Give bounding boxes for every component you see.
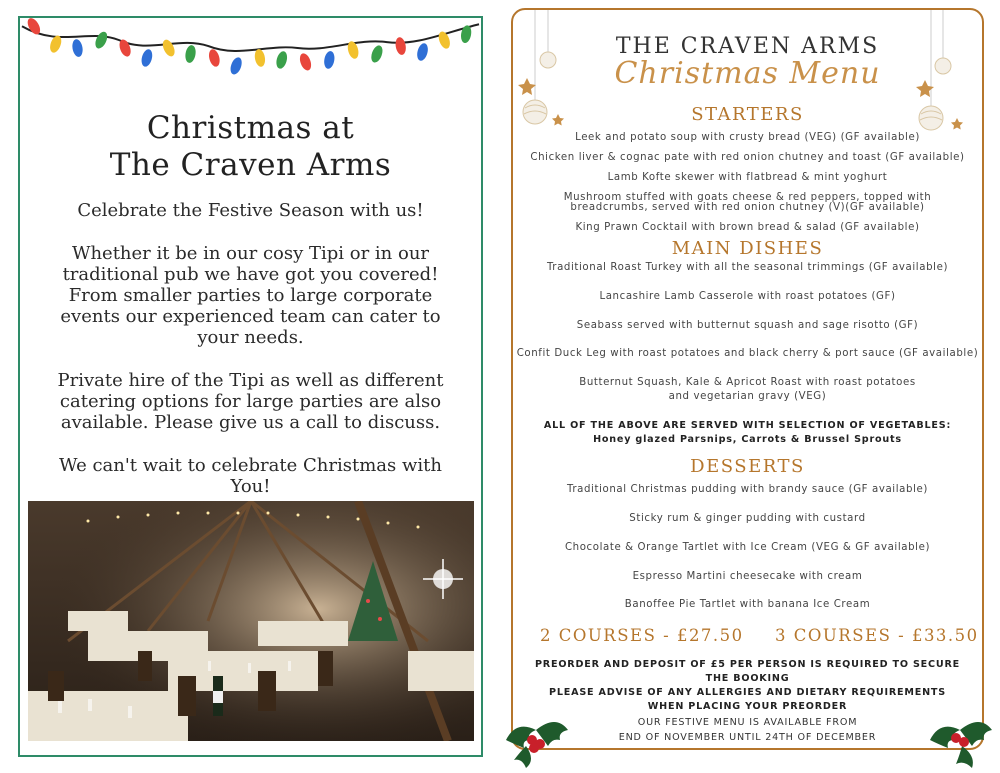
menu-item: breadcrumbs, served with red onion chutney (V)(GF available) [570, 202, 925, 213]
intro-panel [18, 16, 483, 757]
fairy-lights-decoration [20, 18, 481, 88]
menu-item: Traditional Christmas pudding with brandy sauce (GF available) [567, 484, 928, 495]
menu-item: Lamb Kofte skewer with flatbread & mint yoghurt [607, 172, 888, 183]
menu-item: Lancashire Lamb Casserole with roast potatoes (GF) [599, 291, 896, 302]
price-three-courses: 3 COURSES - £33.50 [775, 626, 979, 645]
menu-item: Butternut Squash, Kale & Apricot Roast with roast potatoes [579, 377, 916, 388]
desserts-heading: DESSERTS [690, 456, 805, 477]
menu-item: Traditional Roast Turkey with all the seasonal trimmings (GF available) [546, 262, 949, 273]
menu-item: Chicken liver & cognac pate with red onion chutney and toast (GF available) [530, 152, 965, 163]
intro-paragraph: Celebrate the Festive Season with us! [77, 200, 424, 221]
menu-item: Espresso Martini cheesecake with cream [632, 571, 863, 582]
intro-title [20, 110, 481, 184]
holly-icon [496, 700, 576, 770]
menu-brand: THE CRAVEN ARMS [615, 34, 880, 59]
intro-paragraph: We can't wait to celebrate Christmas with You! [59, 455, 442, 497]
intro-title-line1: Christmas at [146, 110, 355, 146]
preorder-note: PREORDER AND DEPOSIT OF £5 PER PERSON IS REQUIRED TO SECURE [534, 659, 961, 670]
menu-item: Banoffee Pie Tartlet with banana Ice Cream [624, 599, 871, 610]
menu-item: Seabass served with butternut squash and sage risotto (GF) [576, 320, 919, 331]
tipi-interior-photo [28, 501, 474, 741]
allergy-note: WHEN PLACING YOUR PREORDER [647, 701, 848, 712]
menu-item: Mushroom stuffed with goats cheese & red peppers, topped with [563, 192, 932, 203]
preorder-note: THE BOOKING [705, 673, 790, 684]
menu-item: Leek and potato soup with crusty bread (VEG) (GF available) [575, 132, 920, 143]
menu-item: Chocolate & Orange Tartlet with Ice Cream (VEG & GF available) [564, 542, 931, 553]
allergy-note: PLEASE ADVISE OF ANY ALLERGIES AND DIETARY REQUIREMENTS [549, 687, 946, 698]
menu-subtitle: Christmas Menu [614, 56, 881, 91]
starters-heading: STARTERS [691, 104, 804, 125]
main-dishes-heading: MAIN DISHES [671, 238, 824, 259]
menu-item: and vegetarian gravy (VEG) [668, 391, 827, 402]
holly-icon [920, 700, 1000, 770]
intro-title-line2: The Craven Arms [109, 147, 392, 183]
vegetables-list: Honey glazed Parsnips, Carrots & Brussel Sprouts [593, 434, 902, 445]
availability-note: OUR FESTIVE MENU IS AVAILABLE FROM [637, 717, 858, 728]
availability-note: END OF NOVEMBER UNTIL 24TH OF DECEMBER [618, 732, 877, 743]
menu-item: Sticky rum & ginger pudding with custard [629, 513, 866, 524]
menu-item: Confit Duck Leg with roast potatoes and black cherry & port sauce (GF available) [516, 348, 979, 359]
intro-paragraph: Private hire of the Tipi as well as different catering options for large parties are also available. Please give us a call to discuss. [57, 370, 444, 433]
christmas-menu-panel [511, 8, 984, 750]
price-two-courses: 2 COURSES - £27.50 [540, 626, 744, 645]
intro-paragraph: Whether it be in our cosy Tipi or in our traditional pub we have got you covered! From smaller parties to large corporate events our experienced team can cater to your needs. [60, 243, 441, 348]
vegetables-note: ALL OF THE ABOVE ARE SERVED WITH SELECTION OF VEGETABLES: [543, 420, 952, 431]
menu-item: King Prawn Cocktail with brown bread & salad (GF available) [575, 222, 920, 233]
intro-text [42, 200, 459, 519]
